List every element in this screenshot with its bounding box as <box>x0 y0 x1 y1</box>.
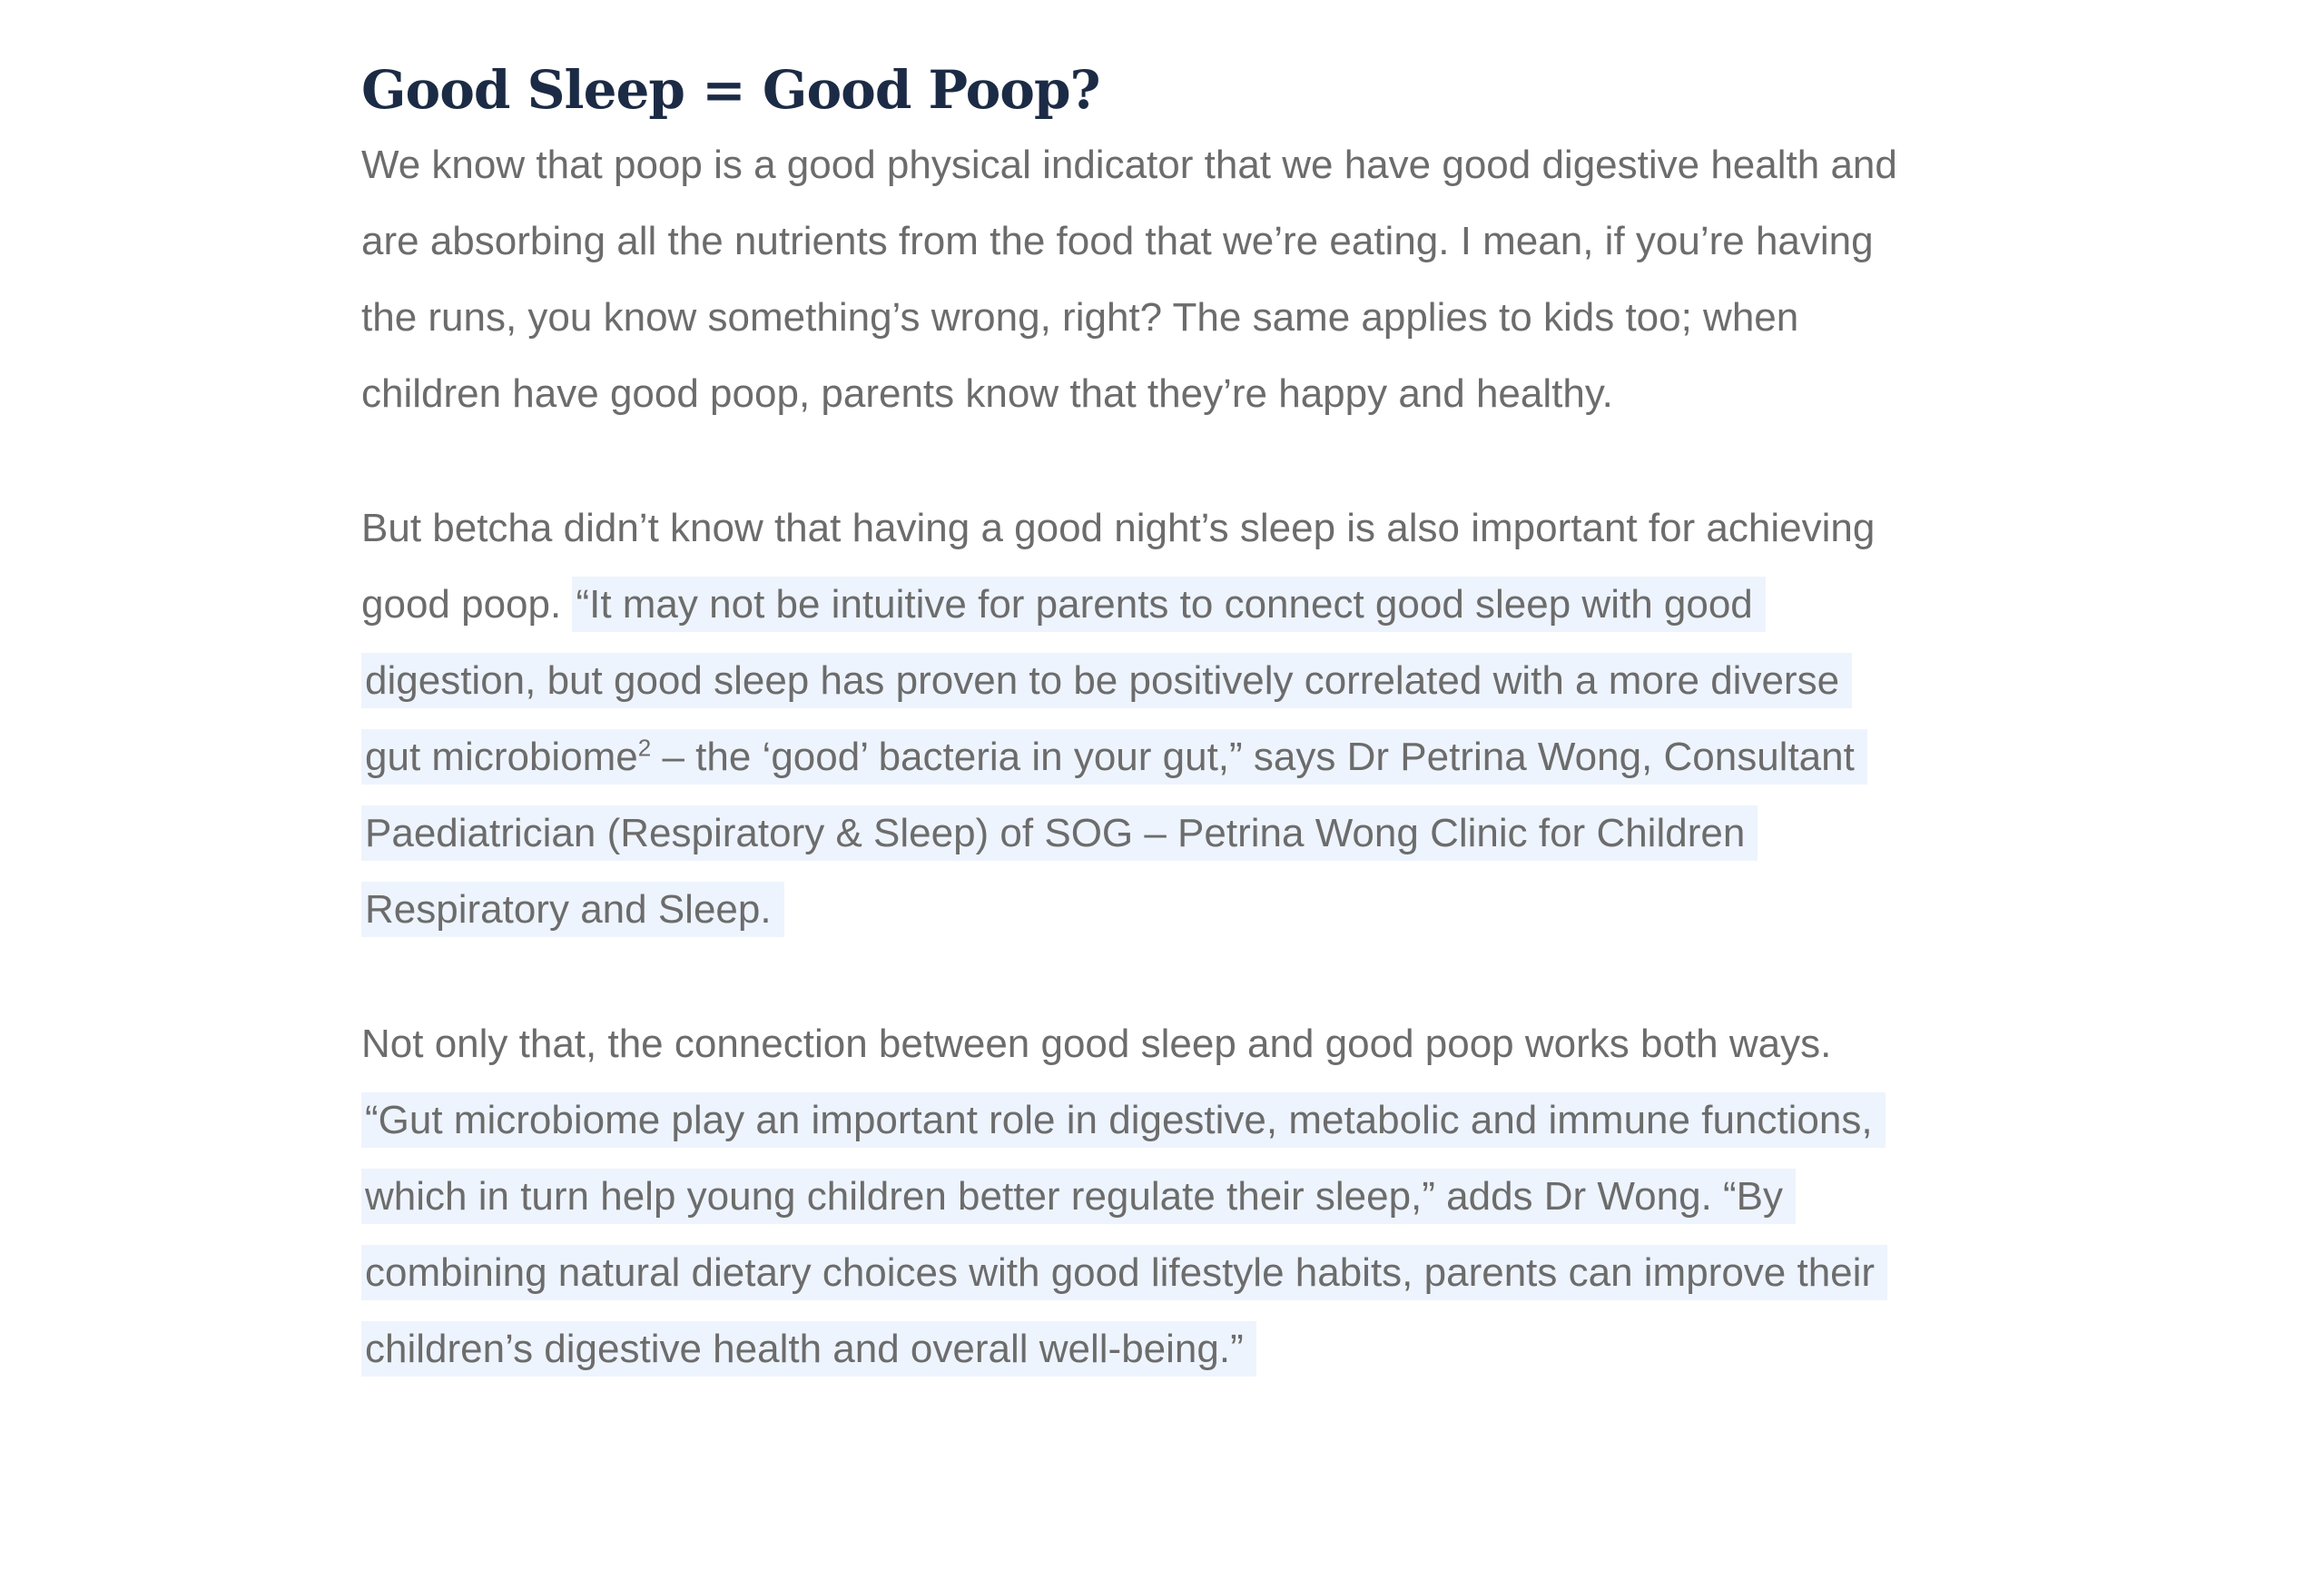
article <box>361 53 1905 1387</box>
paragraph-sleep-digestion <box>361 490 1905 948</box>
quote-part-a: “It may not be intuitive for parents to connect good sleep with good digestion, but good sleep has proven to be positively correlated with a more diverse gut microbiome <box>365 582 1840 779</box>
paragraph-intro-text: We know that poop is a good physical indicator that we have good digestive health and are absorbing all the nutrients from the food that we’re eating. I mean, if you’re having the runs, you know something’s wrong, right? The same applies to kids too; when children have good poop, parents know that they’re happy and healthy. <box>361 143 1897 416</box>
paragraph-intro <box>361 127 1905 432</box>
paragraph-both-ways <box>361 1006 1905 1387</box>
quote-part-b: – the ‘good’ bacteria in your gut,” says Dr Petrina Wong, Consultant Paediatrician (Respiratory & Sleep) of SOG – Petrina Wong Clinic for Children Respiratory and Sleep. <box>365 735 1855 932</box>
paragraph-both-ways-intro: Not only that, the connection between good sleep and good poop works both ways. <box>361 1022 1832 1066</box>
article-title: Good Sleep = Good Poop? <box>361 59 1100 121</box>
footnote-marker: 2 <box>637 734 652 762</box>
highlighted-quote-dr-wong-2: “Gut microbiome play an important role in digestive, metabolic and immune functions, which in turn help young children better regulate their sleep,” adds Dr Wong. “By combining natural dietary choices with good lifestyle habits, parents can improve their children’s digestive health and overall well-being.” <box>361 1092 1887 1377</box>
paragraph-sleep-intro: But betcha didn’t know that having a good night’s sleep is also important for achieving good poop. <box>361 506 1876 627</box>
highlighted-quote-dr-wong-1 <box>361 577 1867 937</box>
